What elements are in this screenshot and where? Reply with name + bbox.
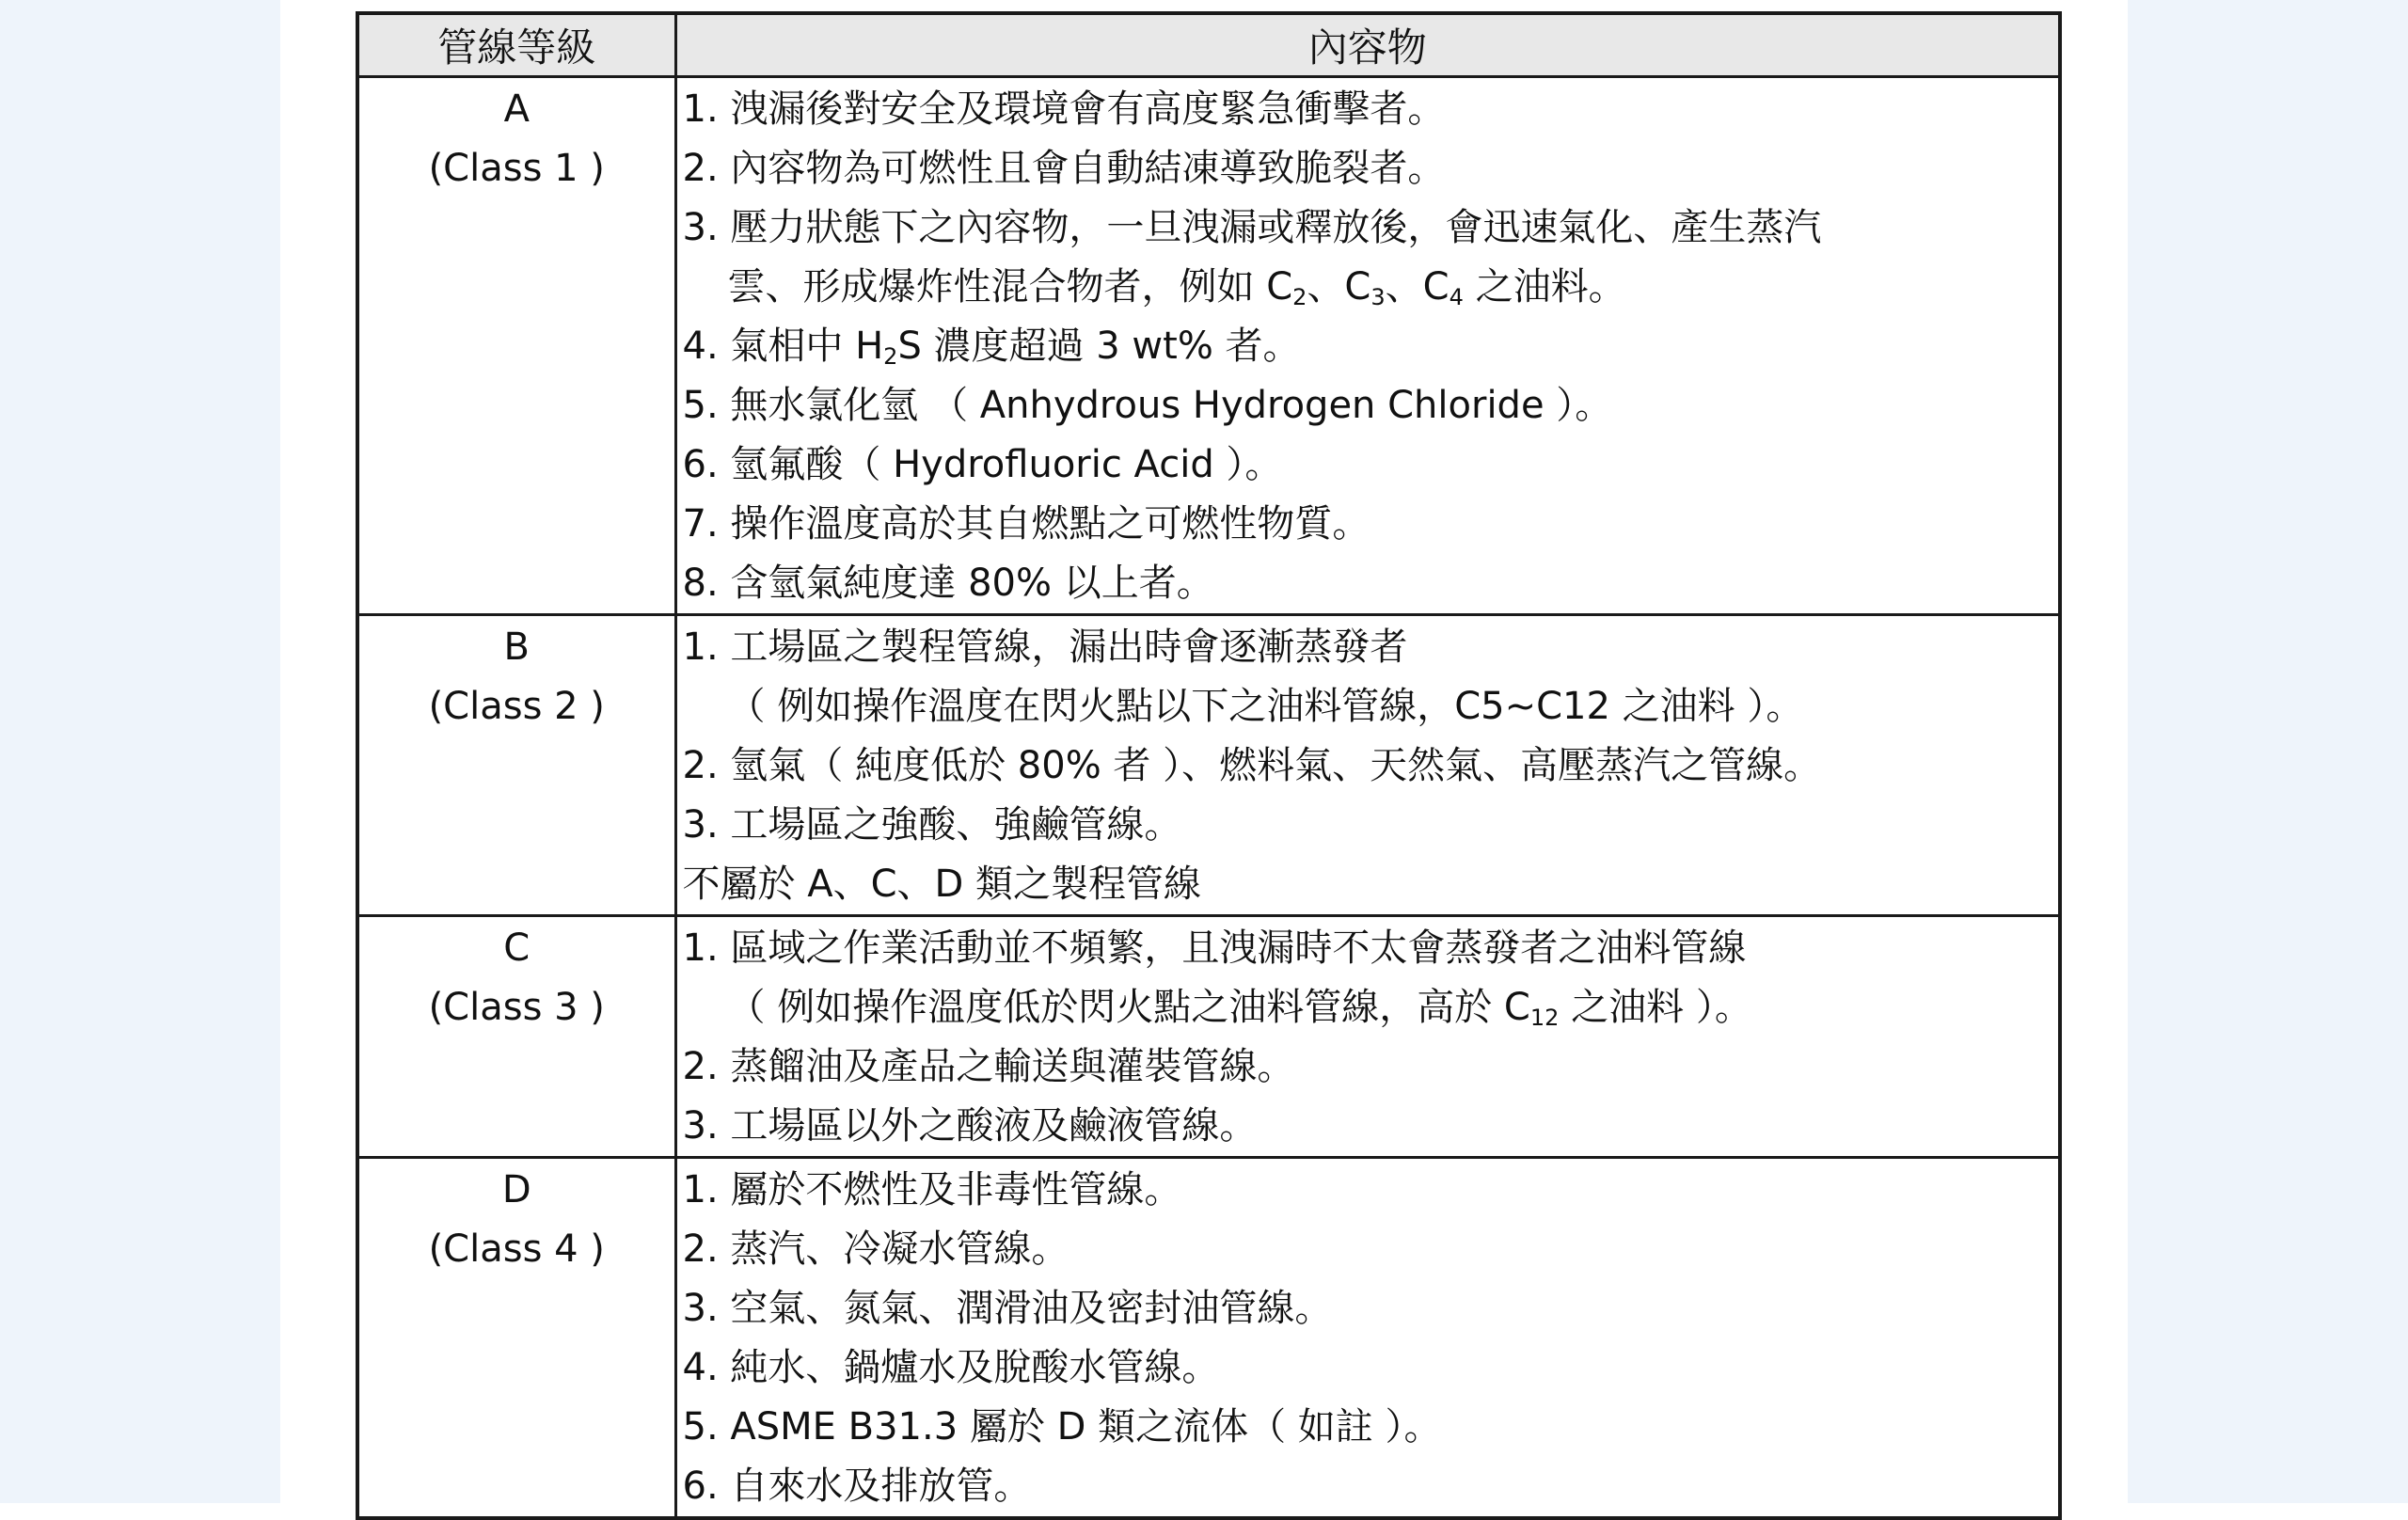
content-item: 1. 屬於不燃性及非毒性管線。 xyxy=(682,1168,1182,1211)
content-item: 8. 含氫氣純度達 80% 以上者。 xyxy=(682,562,1214,605)
grade-letter: B xyxy=(503,625,530,669)
header-content: 內容物 xyxy=(675,13,2060,77)
left-margin-band xyxy=(0,0,280,1503)
content-cell xyxy=(675,1158,2060,1519)
document-page xyxy=(280,0,2128,1508)
grade-cell xyxy=(357,1158,675,1519)
header-grade: 管線等級 xyxy=(357,13,675,77)
table-header-row xyxy=(357,13,2060,77)
right-margin-band xyxy=(2128,0,2408,1503)
grade-class-label: (Class 4 ) xyxy=(428,1227,605,1271)
content-item: 2. 內容物為可燃性且會自動結凍導致脆裂者。 xyxy=(682,147,1446,190)
grade-letter: C xyxy=(503,926,531,970)
content-item: 5. 無水氯化氫 （ Anhydrous Hydrogen Chloride ）。 xyxy=(682,384,1613,427)
table-row xyxy=(357,615,2060,916)
content-item: 2. 蒸汽、冷凝水管線。 xyxy=(682,1227,1069,1271)
content-item: 6. 氫氟酸（ Hydrofluoric Acid ）。 xyxy=(682,443,1283,486)
content-item: 不屬於 A、C、D 類之製程管線 xyxy=(682,863,1202,906)
table-row xyxy=(357,77,2060,615)
content-item: 3. 工場區之強酸、強鹼管線。 xyxy=(682,803,1182,847)
content-cell xyxy=(675,615,2060,916)
table-row xyxy=(357,1158,2060,1519)
content-item: 1. 區域之作業活動並不頻繁，且洩漏時不太會蒸發者之油料管線 xyxy=(682,926,1747,970)
content-item: 7. 操作溫度高於其自燃點之可燃性物質。 xyxy=(682,502,1370,546)
pipe-class-table xyxy=(356,11,2062,1520)
content-item: 6. 自來水及排放管。 xyxy=(682,1465,1032,1508)
grade-letter: A xyxy=(503,87,530,131)
content-item: 2. 氫氣（ 純度低於 80% 者 ）、燃料氣、天然氣、高壓蒸汽之管線。 xyxy=(682,744,1822,787)
content-item: 4. 純水、鍋爐水及脫酸水管線。 xyxy=(682,1346,1220,1389)
grade-letter: D xyxy=(501,1168,531,1211)
content-item: 1. 洩漏後對安全及環境會有高度緊急衝擊者。 xyxy=(682,87,1446,131)
content-item: 4. 氣相中 $H_2S$ 濃度超過 3 wt% 者。 xyxy=(682,325,1301,370)
grade-cell xyxy=(357,615,675,916)
table-row xyxy=(357,916,2060,1158)
content-item: 3. 壓力狀態下之內容物，一旦洩漏或釋放後，會迅速氣化、產生蒸汽 xyxy=(682,206,1822,249)
content-item: 3. 空氣、氮氣、潤滑油及密封油管線。 xyxy=(682,1287,1333,1330)
content-item: （ 例如操作溫度低於閃火點之油料管線，高於 $C_{12}$ 之油料 ）。 xyxy=(727,986,1752,1031)
content-cell xyxy=(675,77,2060,615)
content-item: 5. ASME B31.3 屬於 D 類之流体（ 如註 ）。 xyxy=(682,1405,1442,1449)
content-item: 3. 工場區以外之酸液及鹼液管線。 xyxy=(682,1104,1258,1148)
grade-class-label: (Class 3 ) xyxy=(428,986,605,1029)
grade-class-label: (Class 1 ) xyxy=(428,147,605,190)
content-cell xyxy=(675,916,2060,1158)
grade-cell xyxy=(357,916,675,1158)
grade-cell xyxy=(357,77,675,615)
content-item: 2. 蒸餾油及產品之輸送與灌裝管線。 xyxy=(682,1045,1295,1088)
grade-class-label: (Class 2 ) xyxy=(428,685,605,728)
content-item: 1. 工場區之製程管線，漏出時會逐漸蒸發者 xyxy=(682,625,1408,669)
content-item: 雲、形成爆炸性混合物者，例如 $C_2$、$C_3$、$C_4$ 之油料。 xyxy=(727,265,1626,310)
content-item: （ 例如操作溫度在閃火點以下之油料管線，C5~C12 之油料 ）。 xyxy=(727,685,1804,728)
